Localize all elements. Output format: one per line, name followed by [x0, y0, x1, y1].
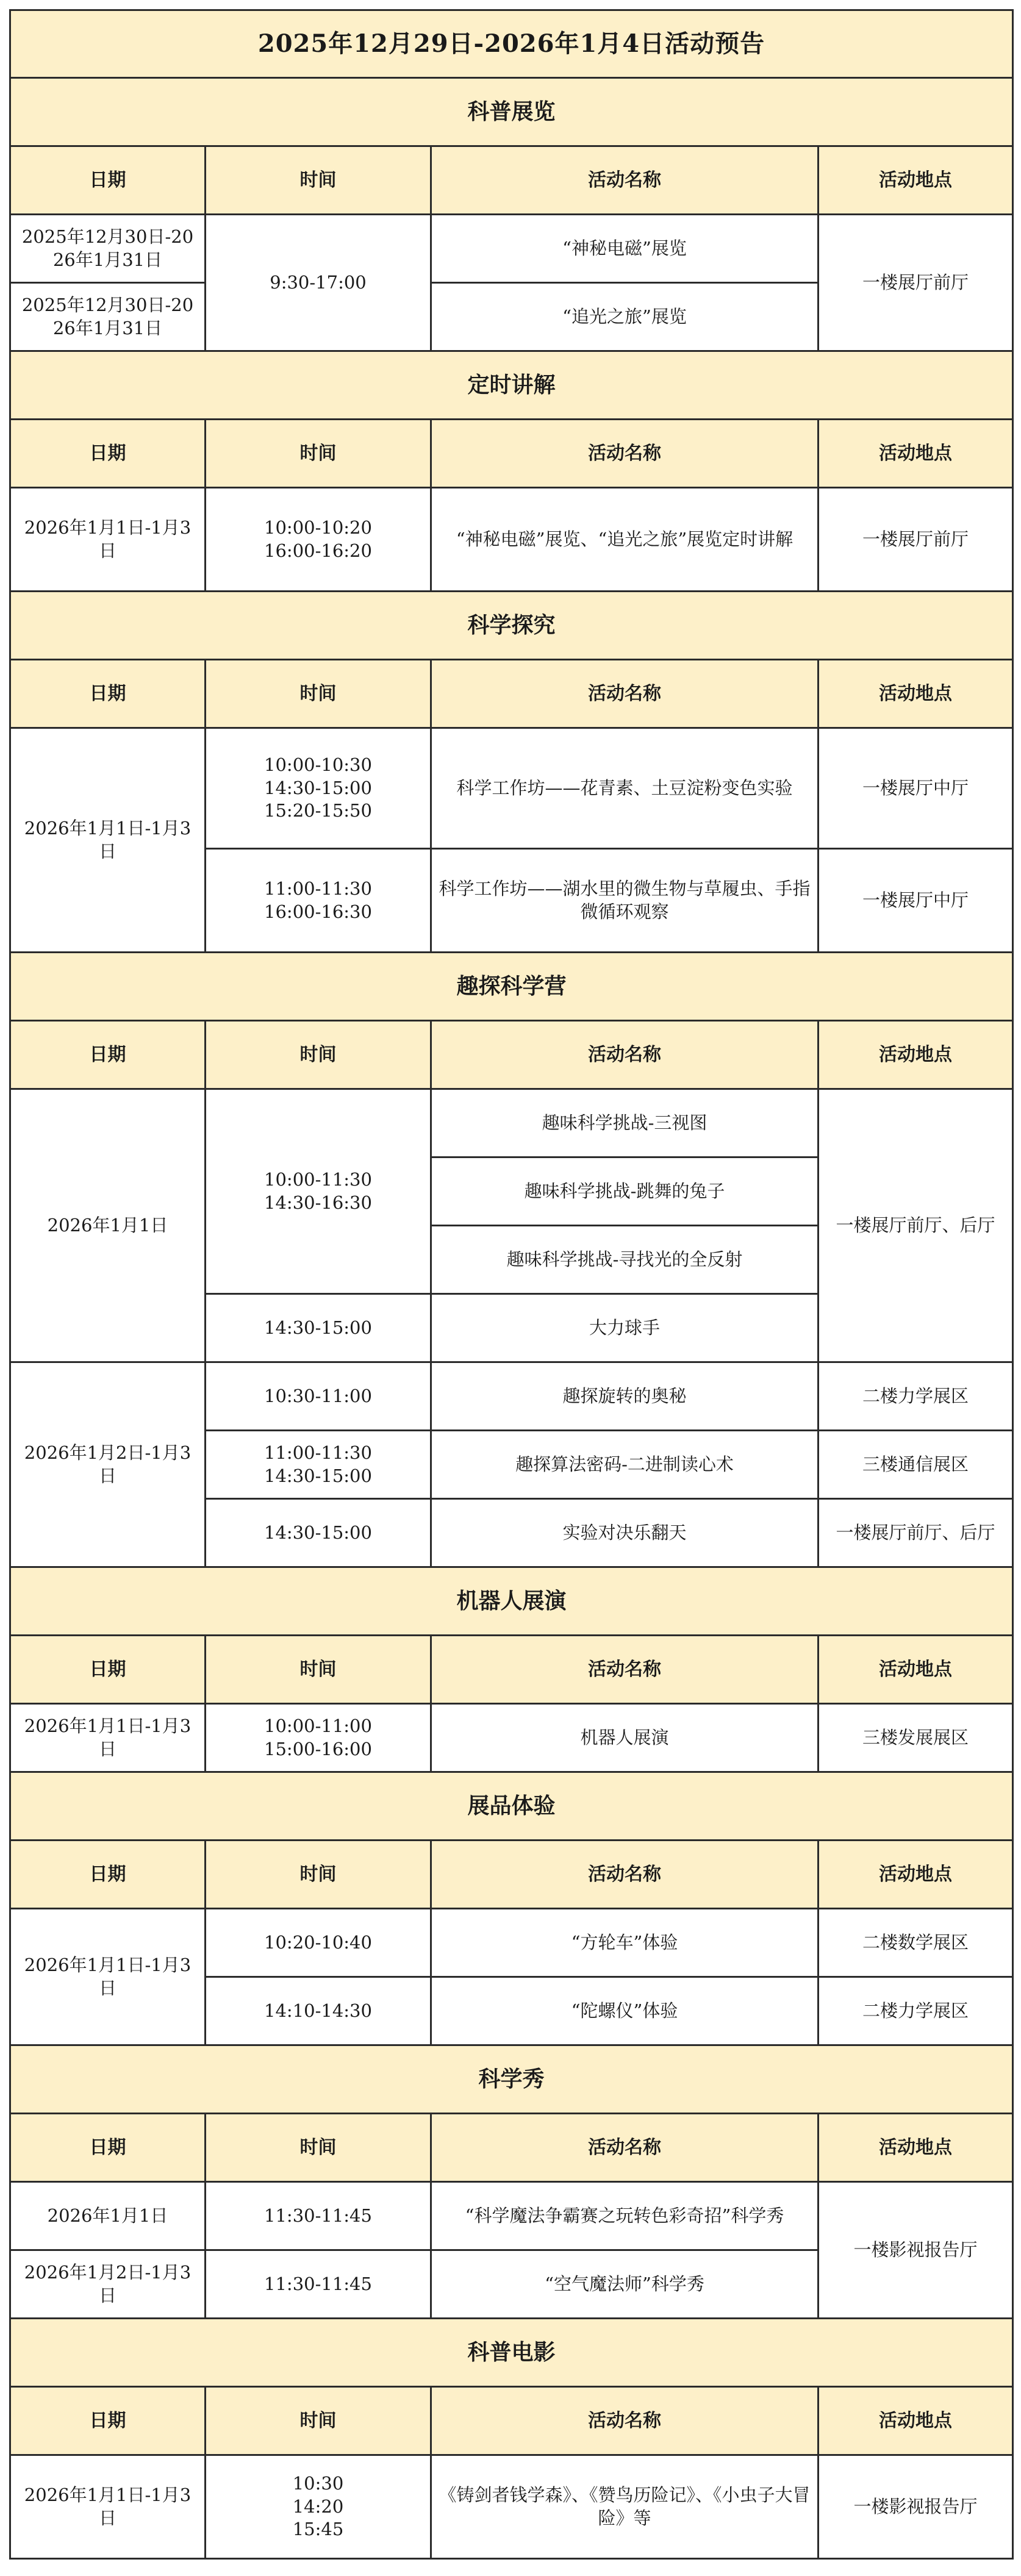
column-header-time: 时间 [206, 2114, 431, 2182]
column-header-row [10, 2387, 1013, 2455]
table-cell: 10:20-10:40 [206, 1909, 431, 1977]
table-cell: 10:00-11:30 14:30-16:30 [206, 1089, 431, 1294]
table-cell: 《铸剑者钱学森》、《赞鸟历险记》、《小虫子大冒险》等 [431, 2455, 819, 2559]
table-row [10, 1362, 1013, 1431]
table-cell: 趣味科学挑战-跳舞的兔子 [431, 1157, 819, 1226]
table-cell: 2026年1月1日-1月3日 [10, 488, 206, 592]
table-cell: 2026年1月2日-1月3日 [10, 2250, 206, 2319]
column-header-activity-name: 活动名称 [431, 2387, 819, 2455]
table-row [10, 215, 1013, 283]
table-row [10, 728, 1013, 849]
table-cell: 科学工作坊——湖水里的微生物与草履虫、手指微循环观察 [431, 849, 819, 953]
column-header-time: 时间 [206, 1636, 431, 1704]
table-cell: “方轮车”体验 [431, 1909, 819, 1977]
section-title: 机器人展演 [10, 1567, 1013, 1636]
column-header-row [10, 660, 1013, 728]
table-cell: 10:30-11:00 [206, 1362, 431, 1431]
table-row [10, 1909, 1013, 1977]
section-row [10, 2319, 1013, 2387]
table-cell: 2026年1月1日 [10, 2182, 206, 2250]
column-header-date: 日期 [10, 420, 206, 488]
table-cell: 三楼发展展区 [819, 1704, 1013, 1772]
column-header-time: 时间 [206, 2387, 431, 2455]
column-header-row [10, 2114, 1013, 2182]
column-header-activity-name: 活动名称 [431, 420, 819, 488]
column-header-location: 活动地点 [819, 1841, 1013, 1909]
table-cell: 趣味科学挑战-三视图 [431, 1089, 819, 1157]
column-header-location: 活动地点 [819, 2114, 1013, 2182]
table-cell: 一楼展厅前厅、后厅 [819, 1499, 1013, 1567]
table-cell: 2026年1月1日-1月3日 [10, 1909, 206, 2045]
table-cell: 2026年1月2日-1月3日 [10, 1362, 206, 1567]
column-header-time: 时间 [206, 146, 431, 215]
table-cell: 二楼力学展区 [819, 1362, 1013, 1431]
section-title: 科学探究 [10, 592, 1013, 660]
column-header-row [10, 420, 1013, 488]
table-cell: 机器人展演 [431, 1704, 819, 1772]
table-cell: 11:30-11:45 [206, 2250, 431, 2319]
column-header-location: 活动地点 [819, 420, 1013, 488]
table-cell: 2026年1月1日 [10, 1089, 206, 1362]
column-header-location: 活动地点 [819, 1021, 1013, 1089]
table-cell: “追光之旅”展览 [431, 283, 819, 351]
section-row [10, 2045, 1013, 2114]
column-header-activity-name: 活动名称 [431, 660, 819, 728]
table-cell: 11:00-11:30 14:30-15:00 [206, 1431, 431, 1499]
column-header-date: 日期 [10, 1021, 206, 1089]
table-cell: 9:30-17:00 [206, 215, 431, 351]
table-cell: 趣探旋转的奥秘 [431, 1362, 819, 1431]
column-header-location: 活动地点 [819, 2387, 1013, 2455]
table-cell: 10:30 14:20 15:45 [206, 2455, 431, 2559]
column-header-time: 时间 [206, 660, 431, 728]
section-title: 科学秀 [10, 2045, 1013, 2114]
column-header-time: 时间 [206, 420, 431, 488]
table-cell: “神秘电磁”展览、“追光之旅”展览定时讲解 [431, 488, 819, 592]
section-title: 展品体验 [10, 1772, 1013, 1841]
column-header-row [10, 1021, 1013, 1089]
column-header-date: 日期 [10, 1636, 206, 1704]
column-header-activity-name: 活动名称 [431, 2114, 819, 2182]
table-cell: 2026年1月1日-1月3日 [10, 2455, 206, 2559]
column-header-location: 活动地点 [819, 1636, 1013, 1704]
table-cell: 2026年1月1日-1月3日 [10, 1704, 206, 1772]
schedule-body [10, 10, 1013, 2559]
column-header-activity-name: 活动名称 [431, 146, 819, 215]
table-cell: 10:00-11:00 15:00-16:00 [206, 1704, 431, 1772]
section-title: 趣探科学营 [10, 953, 1013, 1021]
table-cell: 2026年1月1日-1月3日 [10, 728, 206, 953]
table-cell: 14:30-15:00 [206, 1499, 431, 1567]
table-cell: 一楼展厅中厅 [819, 849, 1013, 953]
table-row [10, 1089, 1013, 1157]
table-cell: 科学工作坊——花青素、土豆淀粉变色实验 [431, 728, 819, 849]
table-cell: 11:00-11:30 16:00-16:30 [206, 849, 431, 953]
table-cell: 趣探算法密码-二进制读心术 [431, 1431, 819, 1499]
column-header-activity-name: 活动名称 [431, 1841, 819, 1909]
table-cell: 三楼通信展区 [819, 1431, 1013, 1499]
column-header-row [10, 146, 1013, 215]
table-cell: 一楼展厅前厅 [819, 215, 1013, 351]
table-cell: 14:30-15:00 [206, 1294, 431, 1362]
column-header-row [10, 1841, 1013, 1909]
table-cell: “神秘电磁”展览 [431, 215, 819, 283]
table-cell: “空气魔法师”科学秀 [431, 2250, 819, 2319]
table-cell: “科学魔法争霸赛之玩转色彩奇招”科学秀 [431, 2182, 819, 2250]
section-row [10, 78, 1013, 146]
section-row [10, 1567, 1013, 1636]
column-header-row [10, 1636, 1013, 1704]
table-cell: 11:30-11:45 [206, 2182, 431, 2250]
section-row [10, 592, 1013, 660]
table-row [10, 2455, 1013, 2559]
table-cell: 二楼数学展区 [819, 1909, 1013, 1977]
section-title: 科普电影 [10, 2319, 1013, 2387]
table-cell: 一楼展厅前厅 [819, 488, 1013, 592]
column-header-location: 活动地点 [819, 146, 1013, 215]
column-header-date: 日期 [10, 2114, 206, 2182]
table-cell: 大力球手 [431, 1294, 819, 1362]
table-row [10, 2182, 1013, 2250]
table-row [10, 488, 1013, 592]
table-cell: 一楼展厅中厅 [819, 728, 1013, 849]
column-header-time: 时间 [206, 1021, 431, 1089]
column-header-date: 日期 [10, 2387, 206, 2455]
table-cell: 一楼影视报告厅 [819, 2455, 1013, 2559]
table-cell: 14:10-14:30 [206, 1977, 431, 2045]
table-cell: 2025年12月30日-2026年1月31日 [10, 283, 206, 351]
schedule-title: 2025年12月29日-2026年1月4日活动预告 [10, 10, 1013, 78]
table-cell: 二楼力学展区 [819, 1977, 1013, 2045]
column-header-location: 活动地点 [819, 660, 1013, 728]
column-header-activity-name: 活动名称 [431, 1021, 819, 1089]
table-cell: 一楼展厅前厅、后厅 [819, 1089, 1013, 1362]
table-cell: 2025年12月30日-2026年1月31日 [10, 215, 206, 283]
table-cell: 10:00-10:30 14:30-15:00 15:20-15:50 [206, 728, 431, 849]
section-title: 科普展览 [10, 78, 1013, 146]
activity-schedule-table [9, 9, 1014, 2560]
section-row [10, 1772, 1013, 1841]
column-header-time: 时间 [206, 1841, 431, 1909]
table-cell: “陀螺仪”体验 [431, 1977, 819, 2045]
column-header-date: 日期 [10, 660, 206, 728]
section-row [10, 351, 1013, 420]
table-row [10, 1704, 1013, 1772]
title-row [10, 10, 1013, 78]
column-header-date: 日期 [10, 1841, 206, 1909]
column-header-activity-name: 活动名称 [431, 1636, 819, 1704]
column-header-date: 日期 [10, 146, 206, 215]
section-title: 定时讲解 [10, 351, 1013, 420]
table-cell: 实验对决乐翻天 [431, 1499, 819, 1567]
table-cell: 10:00-10:20 16:00-16:20 [206, 488, 431, 592]
table-cell: 一楼影视报告厅 [819, 2182, 1013, 2319]
table-cell: 趣味科学挑战-寻找光的全反射 [431, 1226, 819, 1294]
section-row [10, 953, 1013, 1021]
